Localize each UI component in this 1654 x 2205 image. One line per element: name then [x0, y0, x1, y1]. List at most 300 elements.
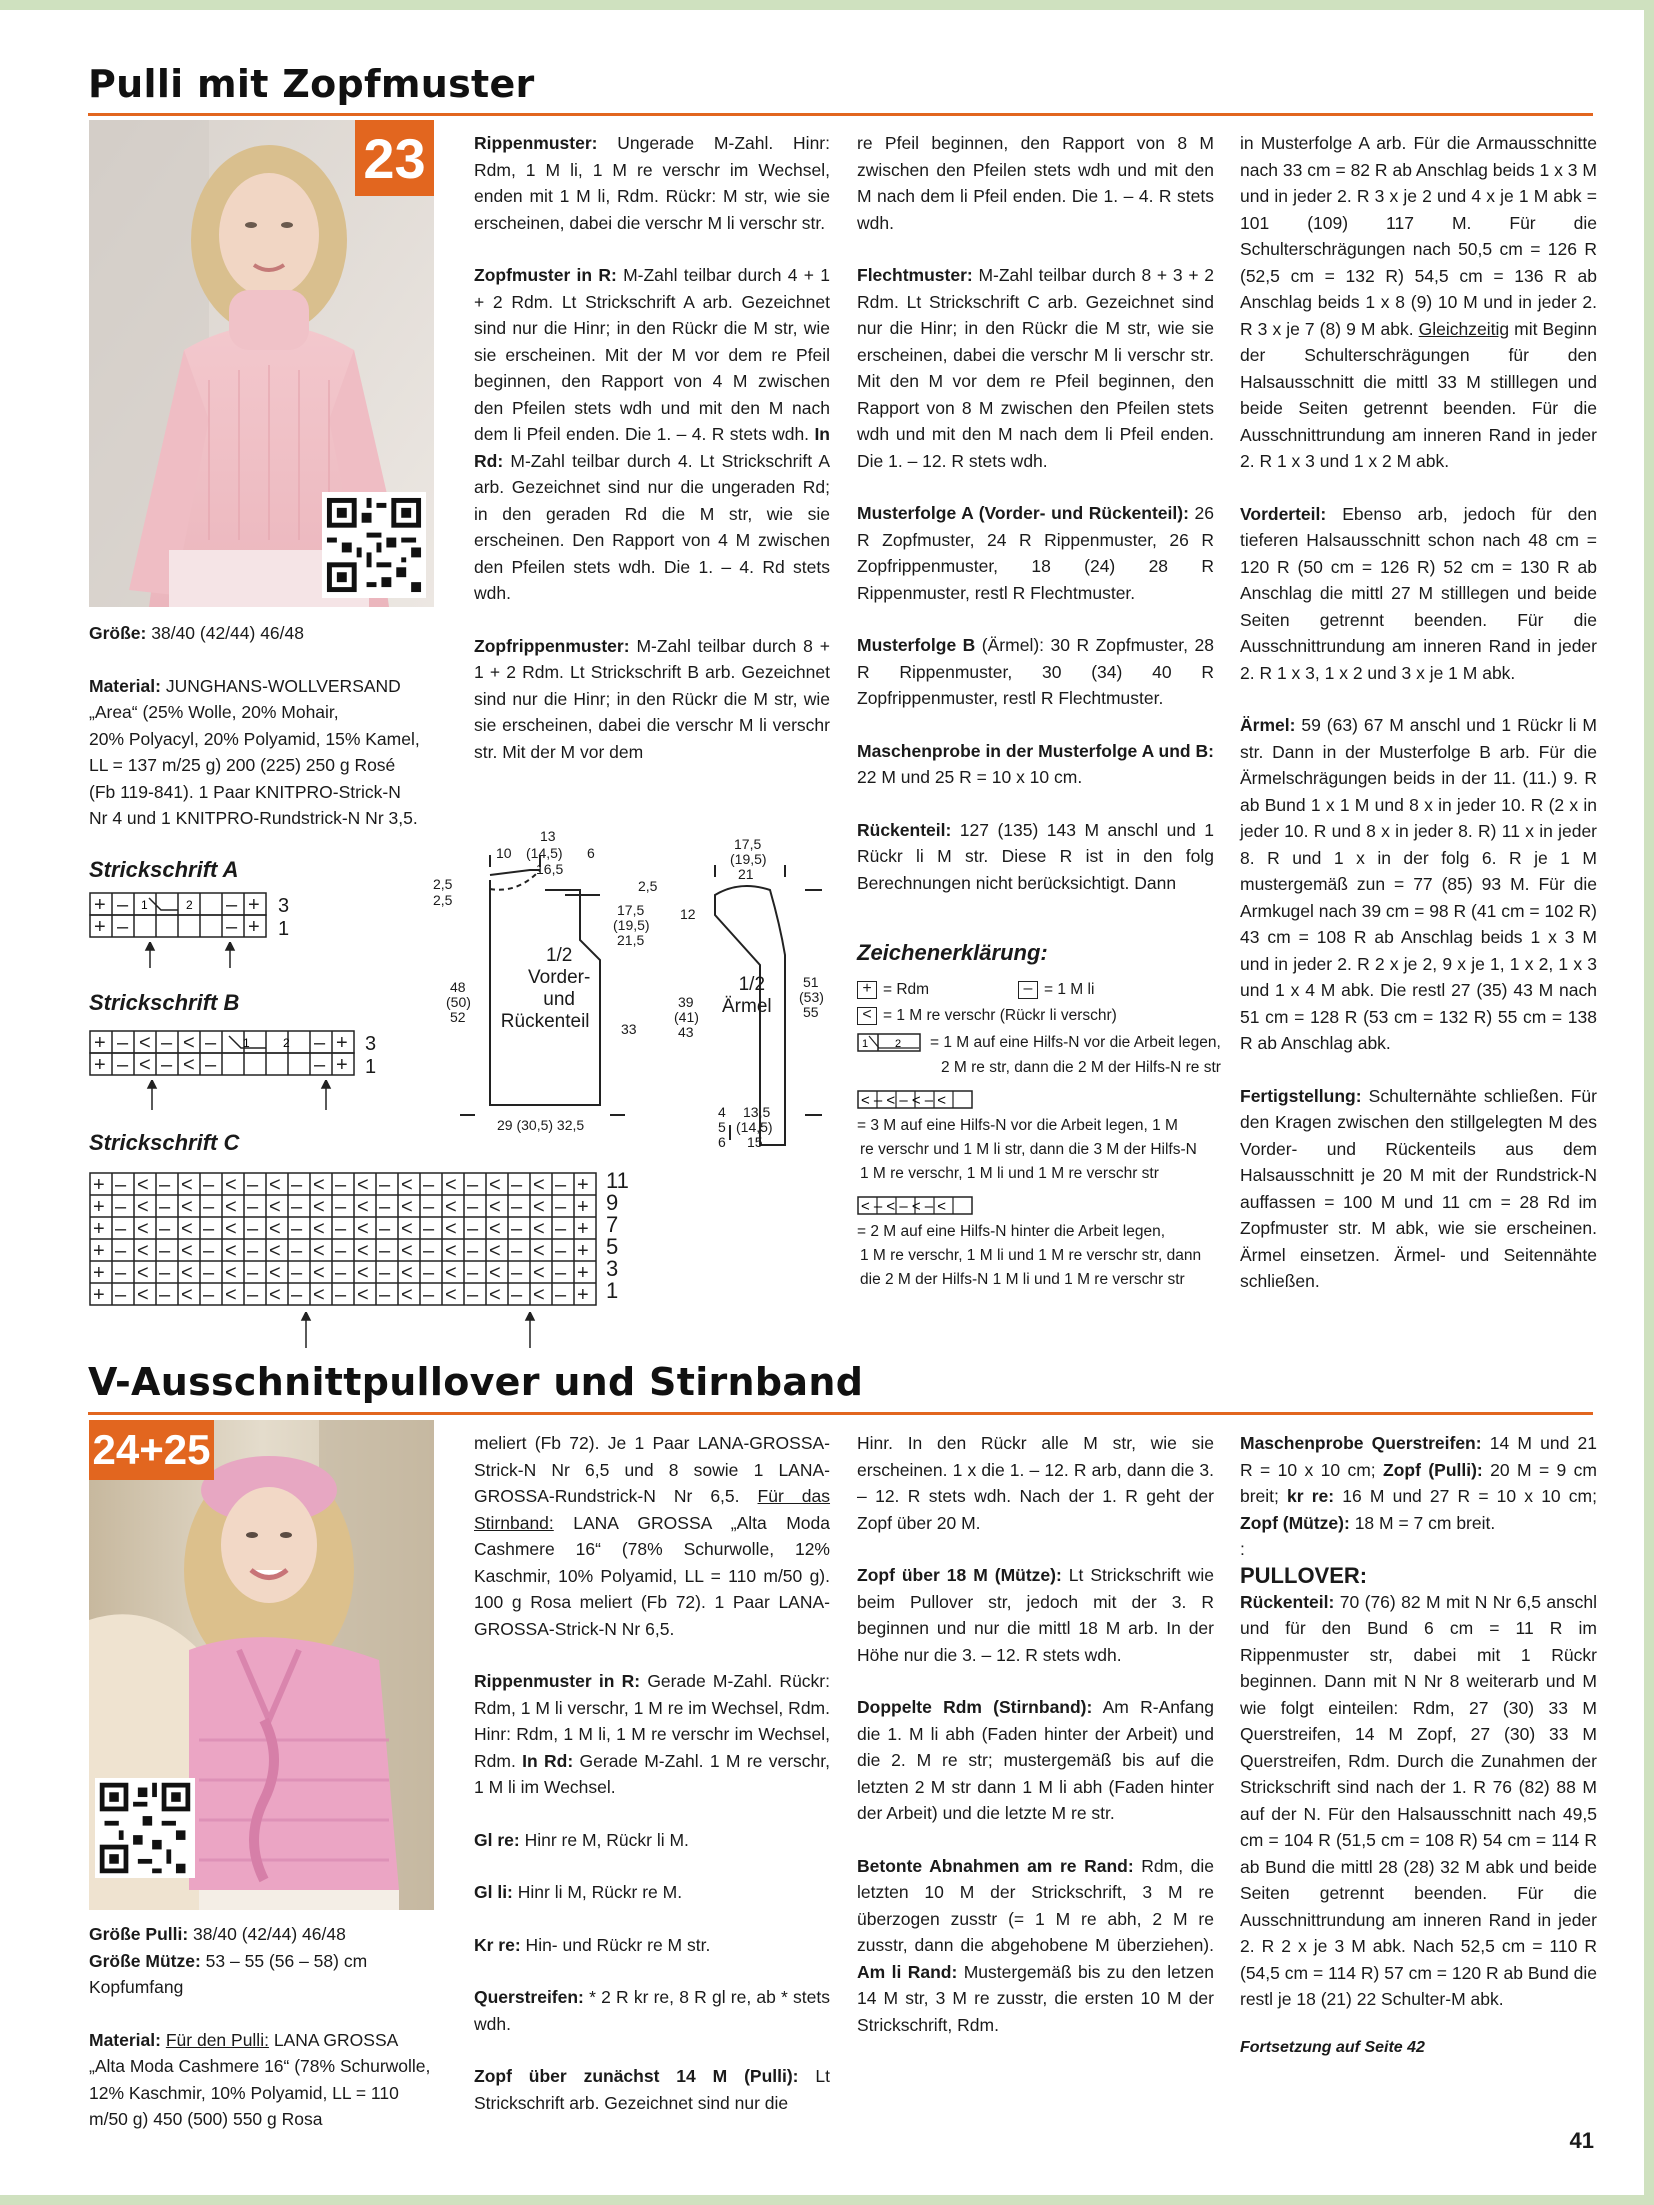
- chart-c-cell: <: [181, 1196, 193, 1218]
- chart-c-cell: –: [115, 1174, 127, 1196]
- material2-text: LANA GROSSA „Alta Moda Cashmere 16“ (78% Schurwolle, 12% Kaschmir, 10% Polyamid, LL = 110 m/50 g) 450 (500) 550 g Rosa: [89, 2029, 431, 2129]
- chart-c-cell: <: [489, 1284, 501, 1306]
- chart-c-cell: –: [247, 1196, 259, 1218]
- chart-c-cell: <: [225, 1196, 237, 1218]
- legend-2m-c: die 2 M der Hilfs-N 1 M li und 1 M re verschr str: [860, 1271, 1185, 1288]
- sch-back-top-mid3: 16,5: [536, 861, 564, 877]
- sch-back-label-4: Rückenteil: [500, 1011, 590, 1032]
- chart-c-cell: –: [555, 1262, 567, 1284]
- chart-c-row-5: 5: [606, 1234, 619, 1259]
- chart-c-cell: <: [489, 1262, 501, 1284]
- s2-colon: :: [1240, 1539, 1245, 1559]
- flecht-label: Flechtmuster:: [857, 265, 973, 285]
- chart-c-label: Strickschrift C: [89, 1130, 240, 1155]
- sch-sleeve-r-c: 55: [803, 1004, 819, 1020]
- chart-c-cell: <: [445, 1174, 457, 1196]
- s2-krre-label: kr re:: [1278, 1486, 1335, 1506]
- chart-c-cell: –: [423, 1196, 435, 1218]
- sch-back-top-mid: 13: [540, 828, 556, 844]
- chart-c-cell: <: [357, 1174, 369, 1196]
- svg-text:+: +: [94, 1054, 106, 1076]
- svg-text:+: +: [248, 916, 260, 938]
- sch-back-width: 29 (30,5) 32,5: [497, 1117, 585, 1133]
- chart-b-arrows: [130, 1080, 350, 1114]
- chart-c-cell: <: [445, 1240, 457, 1262]
- qr-code[interactable]: [322, 492, 426, 598]
- material-line-3: LL = 137 m/25 g) 200 (225) 250 g Rosé: [89, 755, 396, 775]
- cable-2m-symbol-icon: [857, 1196, 977, 1216]
- sch-back-right-top: 2,5: [638, 878, 658, 894]
- legend-verschr: [857, 1006, 1117, 1025]
- material-line-5: Nr 4 und 1 KNITPRO-Rundstrick-N Nr 3,5.: [89, 808, 418, 828]
- chart-c-row-numbers: [606, 1170, 629, 1302]
- rippen-label: Rippenmuster:: [474, 133, 598, 153]
- sch-sleeve-bot-c: 15: [747, 1134, 763, 1150]
- s2-probe-text: 14 M und 21 R = 10 x 10 cm;: [1240, 1433, 1598, 1480]
- chart-c-cell: –: [423, 1240, 435, 1262]
- chart-b-row-3: 3: [365, 1033, 377, 1055]
- cable-1-2-symbol-icon: [857, 1033, 923, 1053]
- sch-back-top-left: 10: [496, 845, 512, 861]
- chart-c-row-3: 3: [606, 1256, 619, 1281]
- sch-back-top-mid2: (14,5): [526, 845, 563, 861]
- svg-text:1: 1: [243, 1036, 250, 1050]
- sch-sleeve-left: 12: [680, 906, 696, 922]
- sch-sleeve-h-c: 43: [678, 1024, 694, 1040]
- chart-c-cell: <: [533, 1196, 545, 1218]
- chart-c-cell: –: [335, 1284, 347, 1306]
- chart-c-cell: –: [511, 1218, 523, 1240]
- sch-back-label-3: und: [543, 989, 575, 1010]
- betonte-text: Rdm, die letzten 10 M der Strickschrift, 3 M re überzogen zusstr (= 1 M re abh, 2 M re zusstr, dann die abgehobene M überziehen).: [857, 1855, 1215, 1955]
- chart-c-cell: <: [137, 1174, 149, 1196]
- svg-text:<: <: [139, 1032, 151, 1054]
- s2-col3-text1: Hinr. In den Rückr alle M str, wie sie erscheinen. 1 x die 1. – 12. R arb, dann die 3. – 12. R stets wdh. Nach der 1. R geht der Zopf über 20 M.: [857, 1433, 1214, 1533]
- sch-sleeve-label-1: 1/2: [738, 974, 766, 995]
- quer-text: * 2 R kr re, 8 R gl re, ab * stets wdh.: [474, 1987, 830, 2034]
- chart-c-cell: <: [137, 1196, 149, 1218]
- s2-krre-text: 16 M und 27 R = 10 x 10 cm;: [1334, 1486, 1597, 1506]
- gleichzeitig: Gleichzeitig: [1418, 318, 1510, 339]
- chart-c-cell: –: [423, 1284, 435, 1306]
- section1-col4: [1240, 130, 1597, 1321]
- sch-back-label: [500, 945, 591, 1033]
- ruecken-text: 127 (135) 143 M anschl und 1 Rückr li M str. Diese R ist in den folg Berechnungen nicht berücksichtigt. Dann: [857, 819, 1214, 893]
- chart-c-cell: –: [291, 1218, 303, 1240]
- chart-c-cell: <: [401, 1174, 413, 1196]
- chart-c-cell: <: [489, 1196, 501, 1218]
- s2-rippen-rd-text: Gerade M-Zahl. 1 M re verschr, 1 M li im Wechsel.: [474, 1750, 830, 1797]
- qr-code-icon: [322, 492, 426, 598]
- chart-c-cell: –: [335, 1240, 347, 1262]
- chart-c-cell: –: [335, 1196, 347, 1218]
- sch-back-label-2: Vorder-: [528, 967, 591, 988]
- chart-c-cell: <: [225, 1218, 237, 1240]
- zopf14-text: Lt Strickschrift arb. Gezeichnet sind nur die: [474, 2066, 830, 2113]
- sch-back-height-c: 52: [450, 1009, 466, 1025]
- chart-c-cell: –: [159, 1218, 171, 1240]
- zopf14-label: Zopf über zunächst 14 M (Pulli):: [474, 2066, 799, 2086]
- chart-c-cell: <: [445, 1196, 457, 1218]
- zopf-rd-label: In Rd:: [474, 424, 830, 471]
- s2-probe-label: Maschenprobe Querstreifen:: [1240, 1433, 1482, 1453]
- chart-c-cell: –: [379, 1196, 391, 1218]
- chart-c-cell: –: [379, 1284, 391, 1306]
- chart-c-cell: –: [511, 1284, 523, 1306]
- chart-c-cell: <: [313, 1284, 325, 1306]
- chart-c-cell: <: [313, 1218, 325, 1240]
- plus-symbol-icon: +: [857, 981, 877, 999]
- cable-3m-symbol-icon: [857, 1090, 977, 1110]
- svg-text:–: –: [117, 1032, 129, 1054]
- sch-sleeve-bot-b: (14,5): [736, 1119, 773, 1135]
- svg-text:–: –: [314, 1054, 326, 1076]
- chart-c-cell: –: [467, 1218, 479, 1240]
- page-number: 41: [1569, 2128, 1594, 2153]
- chart-c-cell: –: [291, 1240, 303, 1262]
- chart-c-cell: <: [533, 1240, 545, 1262]
- svg-text:–: –: [205, 1054, 217, 1076]
- chart-c-cell: –: [555, 1196, 567, 1218]
- sch-sleeve-bot-6: 6: [718, 1134, 726, 1150]
- section1-col1: [89, 620, 439, 832]
- s2-rippen-text: Gerade M-Zahl. Rückr: Rdm, 1 M li verschr, 1 M re im Wechsel, Rdm. Hinr: Rdm, 1 M li, 1 M re verschr im Wechsel, Rdm.: [474, 1671, 830, 1771]
- chart-c-cell: –: [159, 1284, 171, 1306]
- material-line-1: „Area“ (25% Wolle, 20% Mohair,: [89, 702, 339, 722]
- aermel-label: Ärmel:: [1240, 715, 1296, 735]
- chart-c-cell: +: [93, 1174, 105, 1196]
- chart-a-label: Strickschrift A: [89, 857, 239, 882]
- zopfrippen-label: Zopfrippenmuster:: [474, 635, 630, 656]
- col4-text1b: mit Beginn der Schulterschrägungen für den Halsausschnitt die mittl 33 M stilllegen und beide Seiten getrennt beenden. Für die Ausschnittrundung am inneren Rand in jeder 2. R 1 x 3 und 1 x 2 M abk.: [1240, 318, 1597, 471]
- probe-text: 22 M und 25 R = 10 x 10 cm.: [857, 767, 1083, 787]
- svg-text:–: –: [314, 1032, 326, 1054]
- chart-c-row-7: 7: [606, 1212, 619, 1237]
- section2-title-rule: [88, 1412, 1593, 1415]
- glre-text: Hinr re M, Rückr li M.: [519, 1829, 689, 1850]
- chart-c-cell: +: [577, 1174, 589, 1196]
- col3-cont-text: re Pfeil beginnen, den Rapport von 8 M zwischen den Pfeilen stets wdh und mit den M nach dem li Pfeil enden. Die 1. – 4. R stets wdh.: [857, 133, 1214, 233]
- chart-c-cell: –: [115, 1218, 127, 1240]
- chart-a-row-1: 1: [278, 918, 290, 940]
- chart-c-cell: –: [555, 1240, 567, 1262]
- svg-text:–: –: [117, 894, 129, 916]
- chart-c-cell: +: [577, 1196, 589, 1218]
- chart-c-cell: <: [181, 1284, 193, 1306]
- chart-c-cell: –: [379, 1262, 391, 1284]
- chart-c-cell: <: [533, 1174, 545, 1196]
- section1-title-rule: [88, 113, 1593, 116]
- quer-label: Querstreifen:: [474, 1987, 584, 2007]
- chart-c-cell: <: [401, 1196, 413, 1218]
- chart-c-cell: +: [93, 1218, 105, 1240]
- qr-code-2[interactable]: [95, 1778, 195, 1878]
- probe-label: Maschenprobe in der Musterfolge A und B:: [857, 740, 1214, 761]
- pattern-number-badge-2: 24+25: [89, 1420, 214, 1480]
- chart-c-cell: –: [555, 1218, 567, 1240]
- chart-c-cell: –: [467, 1196, 479, 1218]
- svg-text:+: +: [336, 1054, 348, 1076]
- zopfrippen-text: M-Zahl teilbar durch 8 + 1 + 2 Rdm. Lt Strickschrift B arb. Gezeichnet sind nur die Hinr; in den Rückr die M str, wie sie erscheinen, dabei die verschr M li verschr str. Mit der M vor dem: [474, 635, 830, 762]
- svg-text:–: –: [226, 894, 238, 916]
- sch-back-top-right: 6: [587, 845, 595, 861]
- chart-c-cell: <: [225, 1262, 237, 1284]
- chart-c-cell: <: [445, 1218, 457, 1240]
- svg-text:–: –: [117, 1054, 129, 1076]
- chart-c-cell: –: [335, 1218, 347, 1240]
- folgeB-text: (Ärmel): 30 R Zopfmuster, 28 R Rippenmuster, 30 (34) 40 R Zopfrippenmuster, restl R Flechtmuster.: [857, 635, 1214, 708]
- krre-label: Kr re:: [474, 1934, 521, 1955]
- chart-c-cell: –: [511, 1196, 523, 1218]
- sch-back-left2: 2,5: [433, 892, 453, 908]
- svg-text:2: 2: [186, 898, 193, 912]
- chart-c-cell: –: [335, 1262, 347, 1284]
- chart-c-cell: –: [203, 1196, 215, 1218]
- glli-text: Hinr li M, Rückr re M.: [512, 1882, 683, 1902]
- vorder-label: Vorderteil:: [1240, 503, 1327, 524]
- chart-c-cell: –: [247, 1240, 259, 1262]
- svg-text:+: +: [94, 894, 106, 916]
- chart-c-cell: <: [137, 1262, 149, 1284]
- aermel-text: 59 (63) 67 M anschl und 1 Rückr li M str. Dann in der Musterfolge B arb. Für die Ärmelschrägungen beids in der 11. (11.) 9. R ab Bund 1 x 1 M und 8 x in jeder 10. R (2 x in jeder 10. R und 8 x in jeder 8. R) 11 x in jeder 8. R und 1 x in der folg 6. R je 1 M mustergemäß zun = 77 (85) 93 M. Für die Armkugel nach 39 cm = 98 R (41 cm = 102 R) 43 cm = 108 R ab Anschlag beids 1 x 3 M und in jeder 2. R 2 x je 2, 9 x je 1, 1 x 2, 1 x 3 und 1 x 4 M abk. Die restl 27 (35) 43 M nach 51 cm = 128 R (53 cm = 132 R) 55 cm = 138 R ab Anschlag abk.: [1240, 715, 1597, 1053]
- svg-text:–: –: [205, 1032, 217, 1054]
- chart-a-arrows: [140, 942, 260, 972]
- pullover-heading: PULLOVER:: [1240, 1562, 1368, 1588]
- chart-c-cell: +: [93, 1240, 105, 1262]
- svg-text:2: 2: [283, 1036, 290, 1050]
- legend-title: Zeichenerklärung:: [857, 940, 1048, 965]
- material-line-0: JUNGHANS-WOLLVERSAND: [160, 675, 401, 696]
- vorder-text: Ebenso arb, jedoch für den tieferen Halsausschnitt schon nach 48 cm = 120 R (50 cm = 126 R) 52 cm = 130 R ab Anschlag die mittl 27 M stilllegen und beide Seiten getrennt beenden. Für die Ausschnittrundung am inneren Rand in jeder 2. R 1 x 3, 1 x 2 und 3 x je 1 M abk.: [1240, 503, 1597, 683]
- chart-c-cell: <: [137, 1284, 149, 1306]
- chart-c-cell: <: [489, 1174, 501, 1196]
- sch-back-side: 33: [621, 1021, 637, 1037]
- svg-text:1: 1: [141, 898, 148, 912]
- groesse-label: Größe:: [89, 623, 147, 643]
- chart-c-cell: –: [159, 1240, 171, 1262]
- chart-c-cell: <: [225, 1284, 237, 1306]
- chart-c-cell: <: [313, 1174, 325, 1196]
- chart-c-cell: –: [115, 1240, 127, 1262]
- chart-c-cell: –: [467, 1262, 479, 1284]
- section1-title: Pulli mit Zopfmuster: [88, 62, 535, 106]
- chart-c-cell: –: [291, 1196, 303, 1218]
- zopf-label: Zopfmuster in R:: [474, 265, 617, 285]
- section2-col3: [857, 1430, 1214, 2064]
- section1-col3: [857, 130, 1214, 912]
- groesse-value: 38/40 (42/44) 46/48: [146, 623, 304, 643]
- section2-col4: [1240, 1430, 1597, 2061]
- svg-text:< – < – < – <: < – < – < – <: [861, 1092, 947, 1109]
- chart-c-cell: +: [577, 1284, 589, 1306]
- sch-sleeve-r-b: (53): [799, 989, 824, 1005]
- chart-c-cell: <: [269, 1218, 281, 1240]
- sch-sleeve-bot-a: 13,5: [743, 1104, 771, 1120]
- chart-c-cell: –: [379, 1240, 391, 1262]
- sch-back-right-a: 17,5: [617, 902, 645, 918]
- chart-c-cell: <: [533, 1218, 545, 1240]
- sch-sleeve-top-b: (19,5): [730, 851, 767, 867]
- chart-c-cell: <: [269, 1262, 281, 1284]
- chart-c-cell: –: [467, 1174, 479, 1196]
- chart-a-grid: [89, 892, 269, 938]
- legend-li: [1018, 980, 1094, 999]
- chart-c-cell: <: [357, 1218, 369, 1240]
- svg-text:2: 2: [895, 1038, 902, 1050]
- glli-label: Gl li:: [474, 1882, 513, 1902]
- chart-c-cell: <: [269, 1174, 281, 1196]
- sch-sleeve-r-a: 51: [803, 974, 819, 990]
- chart-c-cell: –: [115, 1262, 127, 1284]
- material-line-4: (Fb 119-841). 1 Paar KNITPRO-Strick-N: [89, 781, 401, 802]
- chart-c-cell: <: [357, 1196, 369, 1218]
- zopf-rd-text: M-Zahl teilbar durch 4. Lt Strickschrift A arb. Gezeichnet sind nur die ungeraden Rd; in den geraden Rd die M str, wie sie erscheinen. Den Rapport von 4 M zwischen den Pfeilen stets wdh. Die 1. – 4. Rd stets wdh.: [474, 450, 830, 603]
- chart-c-cell: –: [379, 1174, 391, 1196]
- chart-c-cell: <: [445, 1284, 457, 1306]
- sch-sleeve-bot-4: 4: [718, 1104, 726, 1120]
- chart-c-grid: [89, 1172, 601, 1310]
- legend-li-text: = 1 M li: [1044, 981, 1095, 998]
- stirnband-underline: Für das Stirnband:: [474, 1486, 831, 1533]
- chart-c-cell: –: [159, 1174, 171, 1196]
- chart-c-cell: <: [401, 1240, 413, 1262]
- chart-c-cell: <: [313, 1196, 325, 1218]
- svg-text:1: 1: [862, 1038, 869, 1050]
- sch-back-right-b: (19,5): [613, 917, 650, 933]
- chart-c-cell: <: [181, 1240, 193, 1262]
- chart-c-row-9: 9: [606, 1190, 619, 1215]
- folgeA-text: 26 R Zopfmuster, 24 R Rippenmuster, 26 R Zopfrippenmuster, 18 (24) 28 R Rippenmuster, restl R Flechtmuster.: [857, 503, 1214, 603]
- chart-c-cell: –: [423, 1262, 435, 1284]
- chart-c-cell: <: [313, 1262, 325, 1284]
- chart-c-cell: <: [357, 1240, 369, 1262]
- sch-back-height-a: 48: [450, 979, 466, 995]
- svg-text:+: +: [94, 916, 106, 938]
- zopf-text: M-Zahl teilbar durch 4 + 1 + 2 Rdm. Lt Strickschrift A arb. Gezeichnet sind nur die Hinr; in den Rückr die M str, wie sie erscheinen. Mit der M vor dem re Pfeil beginnen, den Rapport von 4 M zwischen den Pfeilen stets wdh und mit den M nach dem li Pfeil enden. Die 1. – 4. R stets wdh.: [474, 265, 830, 444]
- sch-back-right-c: 21,5: [617, 932, 645, 948]
- chart-a-row-3: 3: [278, 895, 290, 917]
- chart-c-cell: –: [203, 1218, 215, 1240]
- legend-verschr-text: = 1 M re verschr (Rückr li verschr): [883, 1007, 1117, 1024]
- chart-b-label: Strickschrift B: [89, 990, 240, 1015]
- chart-c-arrows: [290, 1312, 550, 1352]
- chart-c-cell: –: [291, 1262, 303, 1284]
- chart-c-cell: <: [269, 1284, 281, 1306]
- chart-c-cell: <: [225, 1174, 237, 1196]
- betonte-label: Betonte Abnahmen am re Rand:: [857, 1855, 1134, 1876]
- chart-c-cell: <: [269, 1196, 281, 1218]
- kopfumfang: Kopfumfang: [89, 1977, 184, 1997]
- chart-c-cell: –: [467, 1240, 479, 1262]
- svg-text:< – < – < – <: < – < – < – <: [861, 1198, 947, 1215]
- chart-c-cell: –: [203, 1174, 215, 1196]
- doppelt-text: Am R-Anfang die 1. M li abh (Faden hinter der Arbeit) und die 2. M re str; mustergemäß bis auf die letzten 2 M str dann 1 M li abh (Faden hinter der Arbeit) und die letzte M re str.: [857, 1697, 1214, 1823]
- s2-rippen-label: Rippenmuster in R:: [474, 1671, 641, 1691]
- chart-c-cell: +: [577, 1262, 589, 1284]
- zopf-pulli-label: Zopf (Pulli):: [1375, 1459, 1483, 1480]
- chart-b-grid: [89, 1030, 359, 1076]
- legend-3m-a: = 3 M auf eine Hilfs-N vor die Arbeit legen, 1 M: [857, 1117, 1178, 1134]
- legend-hilfs1a: = 1 M auf eine Hilfs-N vor die Arbeit legen,: [930, 1034, 1221, 1051]
- fertig-text: Schulternähte schließen. Für den Kragen zwischen den stillgelegten M des Vorder- und Rückenteils aus dem Halsausschnitt je 20 M mit der Rundstrick-N auffassen = 100 M und 11 cm = 28 Rd im Zopfmuster str. M abk, wie sie erscheinen. Ärmel einsetzen. Ärmel- und Seitennähte schließen.: [1240, 1085, 1597, 1291]
- legend-hilfs1b: 2 M re str, dann die 2 M der Hilfs-N re str: [941, 1059, 1221, 1076]
- chart-c-cell: –: [555, 1284, 567, 1306]
- sch-back-height-b: (50): [446, 994, 471, 1010]
- amli-label: Am li Rand:: [857, 1961, 958, 1982]
- svg-text:+: +: [94, 1032, 106, 1054]
- chart-c-cell: <: [489, 1218, 501, 1240]
- svg-text:<: <: [183, 1054, 195, 1076]
- chart-c-cell: <: [137, 1240, 149, 1262]
- section2-col1: [89, 1921, 434, 2133]
- chart-c-cell: +: [93, 1284, 105, 1306]
- folgeB-label: Musterfolge B: [857, 635, 976, 655]
- chart-c-cell: –: [291, 1174, 303, 1196]
- legend-rdm: [857, 980, 929, 999]
- section2-title: V-Ausschnittpullover und Stirnband: [88, 1360, 864, 1404]
- chart-c-cell: <: [225, 1240, 237, 1262]
- section2-col2: [474, 1430, 830, 2142]
- chart-c-cell: –: [203, 1262, 215, 1284]
- chart-c-cell: <: [357, 1284, 369, 1306]
- chart-c-cell: <: [445, 1262, 457, 1284]
- chart-c-cell: –: [203, 1240, 215, 1262]
- chart-c-cell: <: [533, 1262, 545, 1284]
- chart-c-cell: <: [401, 1262, 413, 1284]
- minus-symbol-icon: –: [1018, 981, 1038, 999]
- s2-col2-text1b: LANA GROSSA „Alta Moda Cashmere 16“ (78% Schurwolle, 12% Kaschmir, 10% Polyamid, LL = 110 m/50 g). 100 g Rosa meliert (Fb 72). 1 Paar LANA-GROSSA-Strick-N Nr 6,5.: [474, 1512, 830, 1639]
- zopf18-label: Zopf über 18 M (Mütze):: [857, 1565, 1062, 1585]
- chart-c-cell: –: [159, 1262, 171, 1284]
- chart-c-cell: –: [379, 1218, 391, 1240]
- svg-text:–: –: [117, 916, 129, 938]
- sch-sleeve-bot-5: 5: [718, 1119, 726, 1135]
- chart-c-cell: <: [181, 1218, 193, 1240]
- groesse-pulli-value: 38/40 (42/44) 46/48: [188, 1924, 346, 1944]
- groesse-muetze-label: Größe Mütze:: [89, 1950, 201, 1971]
- sch-sleeve-h-a: 39: [678, 994, 694, 1010]
- material-line-2: 20% Polyacyl, 20% Polyamid, 15% Kamel,: [89, 728, 420, 749]
- s2-ruecken-text: 70 (76) 82 M mit N Nr 6,5 anschl und für den Bund 6 cm = 11 R im Rippenmuster str, dabei mit 1 Rückr beginnen. Dann mit N Nr 8 weiterarb und M wie folgt einteilen: Rdm, 27 (30) 33 M Querstreifen, 14 M Zopf, 27 (30) 33 M Querstreifen, Rdm. Durch die Zunahmen der Strickschrift sind nach der 1. R 76 (82) 88 M auf der N. Für den Halsausschnitt nach 49,5 cm = 104 R (51,5 cm = 108 R) 54 cm = 114 R ab Bund die mittl 28 (28) 32 M abk und beide Seiten getrennt beenden. Für die Ausschnittrundung am inneren Rand in jeder 2. R 2 x je 3 M abk. Nach 52,5 cm = 110 R (54,5 cm = 114 R) 57 cm = 120 R ab Bund die restl je 18 (21) 22 Schulter-M abk.: [1240, 1591, 1597, 2009]
- glre-label: Gl re:: [474, 1829, 520, 1850]
- chart-c-cell: <: [533, 1284, 545, 1306]
- material-label: Material:: [89, 675, 161, 696]
- sch-sleeve-label: [722, 974, 772, 1018]
- material2-underline: Für den Pulli:: [165, 2029, 269, 2050]
- section1-col2: [474, 130, 830, 791]
- chart-c-cell: +: [93, 1262, 105, 1284]
- chart-c-row-1: 1: [606, 1278, 619, 1303]
- chart-c-cell: <: [313, 1240, 325, 1262]
- chart-c-cell: –: [423, 1174, 435, 1196]
- chart-c-cell: –: [247, 1284, 259, 1306]
- sch-back-left1: 2,5: [433, 876, 453, 892]
- chart-c-cell: +: [577, 1240, 589, 1262]
- pattern-number-badge: 23: [355, 120, 434, 196]
- chart-c-cell: <: [401, 1218, 413, 1240]
- svg-text:<: <: [139, 1054, 151, 1076]
- chart-c-cell: +: [93, 1196, 105, 1218]
- chart-c-cell: <: [269, 1240, 281, 1262]
- legend-2m-b: 1 M re verschr, 1 M li und 1 M re verschr str, dann: [860, 1247, 1202, 1264]
- zopf-muetze-label: Zopf (Mütze):: [1240, 1512, 1350, 1533]
- amli-text: Mustergemäß bis zu den letzen 14 M str, 3 M re zusstr, die ersten 10 M der Strickschrift, Rdm.: [857, 1961, 1214, 2035]
- chart-c-cell: –: [159, 1196, 171, 1218]
- fertig-label: Fertigstellung:: [1240, 1085, 1362, 1106]
- chart-c-cell: <: [489, 1240, 501, 1262]
- groesse-pulli-label: Größe Pulli:: [89, 1924, 189, 1944]
- chart-c-cell: –: [555, 1174, 567, 1196]
